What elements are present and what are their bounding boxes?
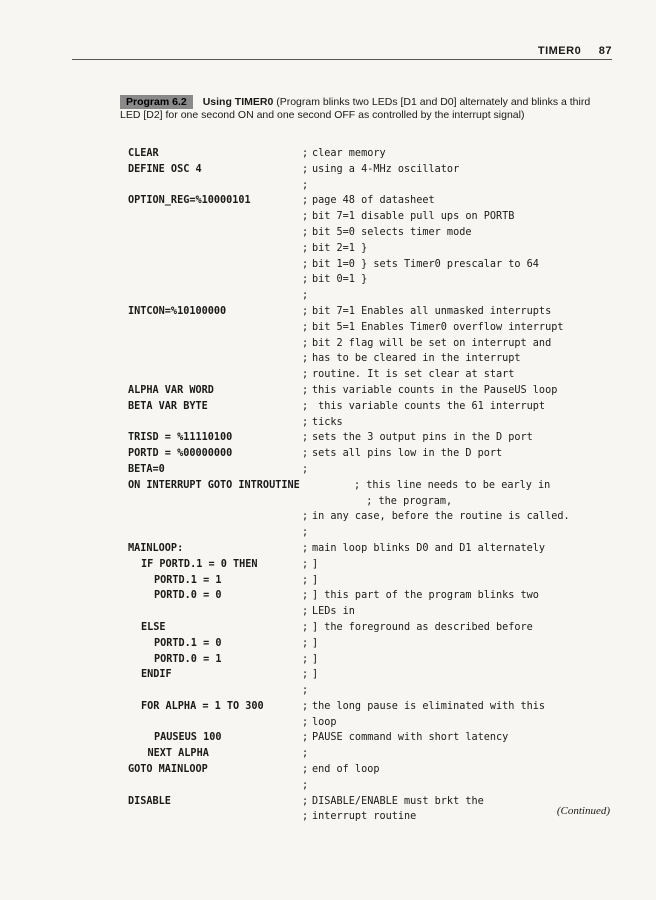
code-statement: IF PORTD.1 = 0 THEN [141, 558, 258, 570]
code-statement: DEFINE OSC 4 [128, 163, 202, 175]
code-line [128, 732, 618, 748]
code-comment: bit 5=1 Enables Timer0 overflow interrupt [312, 321, 564, 333]
comment-marker: ; [302, 242, 309, 254]
section-title: TIMER0 [537, 45, 582, 57]
comment-marker: ; [302, 369, 309, 381]
caption-text: (Program blinks two LEDs [D1 and D0] alternately and blinks a third LED [D2] for one second ON and one second OFF as controlled by the interrupt signal) [120, 96, 591, 121]
code-line [128, 575, 618, 591]
code-line [128, 748, 618, 764]
code-comment: ] [312, 637, 319, 649]
comment-marker: ; [302, 211, 309, 223]
comment-marker: ; [302, 337, 309, 349]
program-label: Program 6.2 [120, 95, 193, 109]
comment-marker: ; [302, 637, 309, 649]
comment-marker: ; [302, 384, 309, 396]
code-line [128, 464, 618, 480]
code-line [128, 622, 618, 638]
comment-marker: ; [302, 748, 309, 760]
code-comment: interrupt routine [312, 811, 417, 823]
code-statement: ALPHA VAR WORD [128, 384, 214, 396]
comment-marker: ; [302, 779, 309, 791]
code-comment: ; this line needs to be early in [354, 479, 551, 491]
header-rule [72, 59, 612, 60]
code-line [128, 654, 618, 670]
code-statement: PORTD.1 = 1 [154, 574, 222, 586]
comment-marker: ; [302, 416, 309, 428]
code-comment: sets all pins low in the D port [312, 448, 503, 460]
comment-marker: ; [302, 700, 309, 712]
code-line [128, 322, 618, 338]
code-line [128, 590, 618, 606]
code-comment: bit 5=0 selects timer mode [312, 226, 472, 238]
code-line [128, 353, 618, 369]
code-line [128, 527, 618, 543]
comment-marker: ; [302, 148, 309, 159]
comment-marker: ; [302, 179, 309, 191]
code-line [128, 480, 618, 496]
code-comment: ; the program, [354, 495, 453, 507]
code-statement: NEXT ALPHA [147, 748, 209, 760]
code-line [128, 290, 618, 306]
code-comment: ] this part of the program blinks two [312, 590, 539, 602]
caption-title: Using TIMER0 [202, 96, 274, 108]
code-comment: bit 0=1 } [312, 274, 368, 286]
code-comment: PAUSE command with short latency [312, 732, 509, 744]
code-comment: ] [312, 669, 319, 681]
comment-marker: ; [302, 511, 309, 523]
code-line [128, 274, 618, 290]
code-line [128, 717, 618, 733]
comment-marker: ; [302, 290, 309, 302]
code-comment: bit 7=1 disable pull ups on PORTB [312, 211, 515, 223]
code-line [128, 811, 618, 827]
comment-marker: ; [302, 621, 309, 633]
code-listing [128, 148, 618, 827]
code-comment: ] [312, 558, 319, 570]
code-line [128, 369, 618, 385]
comment-marker: ; [302, 653, 309, 665]
code-comment: this variable counts the 61 interrupt [312, 400, 546, 412]
comment-marker: ; [302, 163, 309, 175]
code-line [128, 401, 618, 417]
code-line [128, 164, 618, 180]
comment-marker: ; [302, 590, 309, 602]
code-statement: PORTD = %00000000 [128, 448, 233, 460]
code-comment: bit 7=1 Enables all unmasked interrupts [312, 305, 552, 317]
code-comment: ] [312, 574, 319, 586]
code-comment: has to be cleared in the interrupt [312, 353, 521, 365]
code-comment: ] the foreground as described before [312, 621, 533, 633]
code-comment: page 48 of datasheet [312, 195, 435, 207]
code-comment: ] [312, 653, 319, 665]
code-statement: PAUSEUS 100 [154, 732, 222, 744]
code-line [128, 496, 618, 512]
comment-marker: ; [302, 305, 309, 317]
comment-marker: ; [302, 195, 309, 207]
comment-marker: ; [302, 274, 309, 286]
comment-marker: ; [302, 606, 309, 618]
comment-marker: ; [302, 732, 309, 744]
code-statement: BETA VAR BYTE [128, 400, 208, 412]
running-head [538, 45, 612, 57]
comment-marker: ; [302, 527, 309, 539]
code-line [128, 211, 618, 227]
comment-marker: ; [302, 226, 309, 238]
code-line [128, 511, 618, 527]
code-line [128, 780, 618, 796]
code-statement: OPTION_REG=%10000101 [128, 195, 251, 207]
code-line [128, 796, 618, 812]
comment-marker: ; [302, 574, 309, 586]
code-comment: sets the 3 output pins in the D port [312, 432, 533, 444]
code-statement: PORTD.1 = 0 [154, 637, 222, 649]
code-statement: MAINLOOP: [128, 542, 184, 554]
comment-marker: ; [302, 448, 309, 460]
code-line [128, 638, 618, 654]
code-comment: main loop blinks D0 and D1 alternately [312, 542, 546, 554]
code-line [128, 432, 618, 448]
code-line [128, 543, 618, 559]
code-line [128, 148, 618, 164]
code-comment: this variable counts in the PauseUS loop [312, 384, 558, 396]
code-statement: FOR ALPHA = 1 TO 300 [141, 700, 264, 712]
code-comment: clear memory [312, 148, 386, 159]
comment-marker: ; [302, 669, 309, 681]
code-line [128, 448, 618, 464]
code-statement: INTCON=%10100000 [128, 305, 227, 317]
program-caption [120, 96, 612, 122]
code-comment: end of loop [312, 764, 380, 776]
code-line [128, 559, 618, 575]
comment-marker: ; [302, 400, 309, 412]
code-statement: BETA=0 [128, 463, 165, 475]
code-line [128, 338, 618, 354]
code-comment: loop [312, 716, 337, 728]
code-comment: bit 2 flag will be set on interrupt and [312, 337, 552, 349]
code-statement: ON INTERRUPT GOTO INTROUTINE [128, 479, 300, 491]
code-comment: using a 4-MHz oscillator [312, 163, 460, 175]
code-line [128, 606, 618, 622]
code-line [128, 195, 618, 211]
code-line [128, 227, 618, 243]
comment-marker: ; [302, 795, 309, 807]
comment-marker: ; [302, 558, 309, 570]
comment-marker: ; [302, 811, 309, 823]
code-line [128, 417, 618, 433]
code-line [128, 685, 618, 701]
code-statement: GOTO MAINLOOP [128, 764, 208, 776]
comment-marker: ; [302, 764, 309, 776]
page-number: 87 [598, 45, 612, 57]
code-comment: the long pause is eliminated with this [312, 700, 546, 712]
comment-marker: ; [302, 432, 309, 444]
code-line [128, 243, 618, 259]
code-statement: PORTD.0 = 0 [154, 590, 222, 602]
code-statement: ENDIF [141, 669, 172, 681]
code-line [128, 764, 618, 780]
code-statement: TRISD = %11110100 [128, 432, 233, 444]
comment-marker: ; [302, 463, 309, 475]
code-comment: LEDs in [312, 606, 355, 618]
code-line [128, 385, 618, 401]
code-line [128, 701, 618, 717]
comment-marker: ; [302, 353, 309, 365]
continued-note: (Continued) [556, 805, 610, 817]
code-comment: DISABLE/ENABLE must brkt the [312, 795, 484, 807]
code-statement: CLEAR [128, 148, 159, 159]
code-comment: bit 1=0 } sets Timer0 prescalar to 64 [312, 258, 539, 270]
comment-marker: ; [302, 321, 309, 333]
code-statement: PORTD.0 = 1 [154, 653, 222, 665]
comment-marker: ; [302, 685, 309, 697]
code-comment: in any case, before the routine is called. [312, 511, 570, 523]
code-line [128, 259, 618, 275]
comment-marker: ; [302, 716, 309, 728]
code-line [128, 180, 618, 196]
code-statement: ELSE [141, 621, 166, 633]
code-line [128, 669, 618, 685]
code-comment: ticks [312, 416, 343, 428]
code-line [128, 306, 618, 322]
comment-marker: ; [302, 258, 309, 270]
code-statement: DISABLE [128, 795, 171, 807]
code-comment: bit 2=1 } [312, 242, 368, 254]
code-comment: routine. It is set clear at start [312, 369, 515, 381]
comment-marker: ; [302, 542, 309, 554]
